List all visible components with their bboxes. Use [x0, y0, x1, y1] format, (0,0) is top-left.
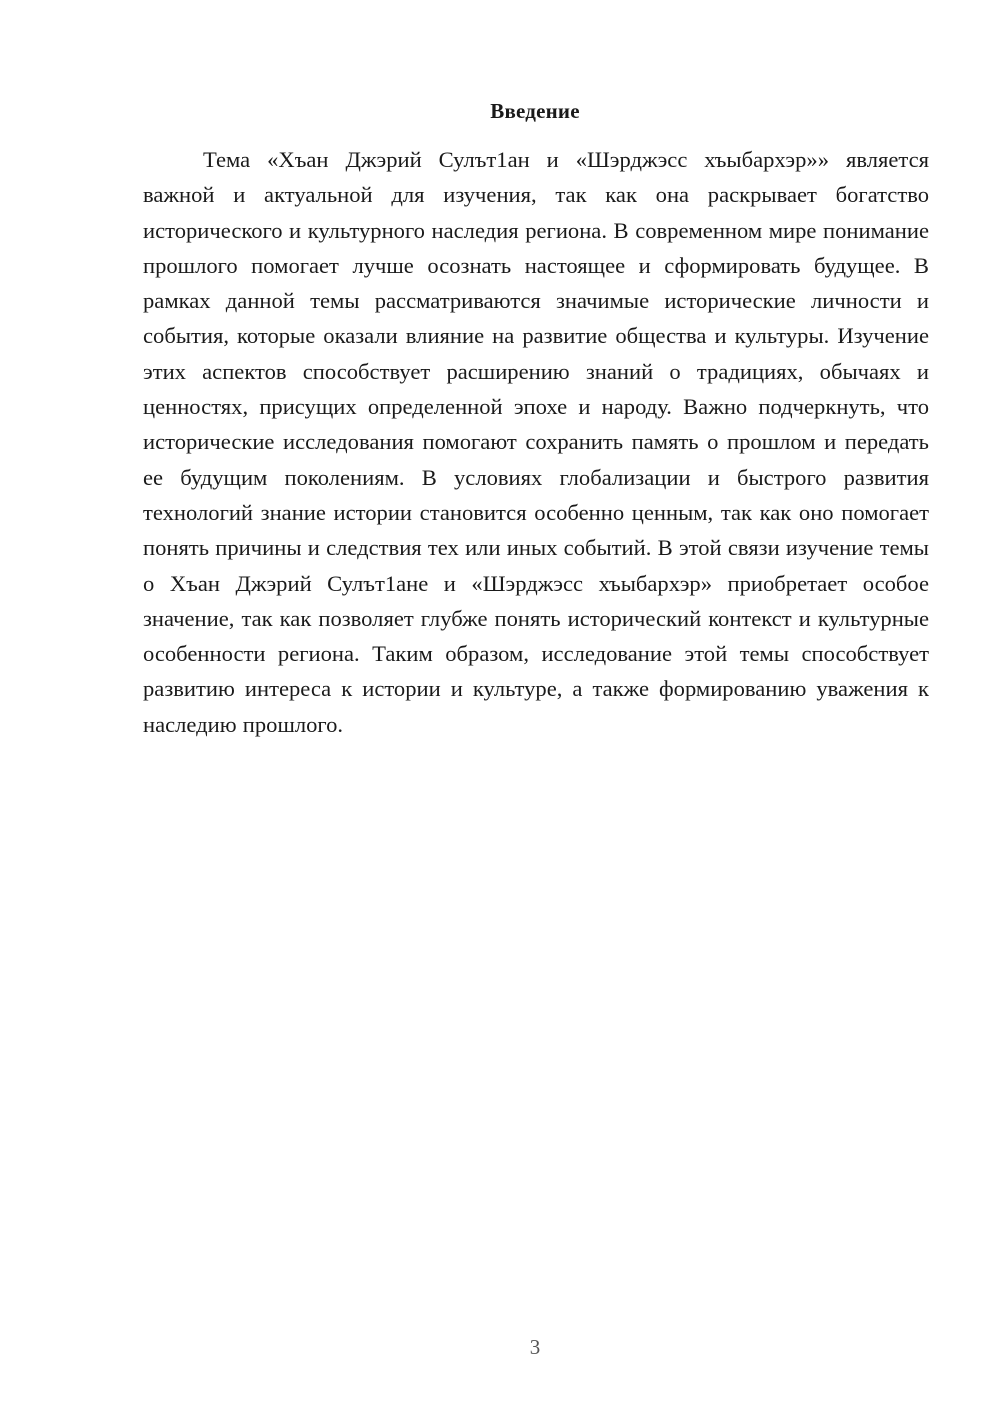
section-heading: Введение [490, 99, 580, 123]
body-paragraph: Тема «Хъан Джэрий Сулът1ан и «Шэрджэсс хъыбархэр»» является важной и актуальной для изучения, так как она раскрывает богатство исторического и культурного наследия региона. В современном мире понимание прошлого помогает лучше осознать настоящее и сформировать будущее. В рамках данной темы рассматриваются значимые исторические личности и события, которые оказали влияние на развитие общества и культуры. Изучение этих аспектов способствует расширению знаний о традициях, обычаях и ценностях, присущих определенной эпохе и народу. Важно подчеркнуть, что исторические исследования помогают сохранить память о прошлом и передать ее будущим поколениям. В условиях глобализации и быстрого развития технологий знание истории становится особенно ценным, так как оно помогает понять причины и следствия тех или иных событий. В этой связи изучение темы о Хъан Джэрий Сулът1ане и «Шэрджэсс хъыбархэр» приобретает особое значение, так как позволяет глубже понять исторический контекст и культурные особенности региона. Таким образом, исследование этой темы способствует развитию интереса к истории и культуре, а также формированию уважения к наследию прошлого. [143, 147, 929, 737]
page-number: 3 [529, 1335, 541, 1359]
